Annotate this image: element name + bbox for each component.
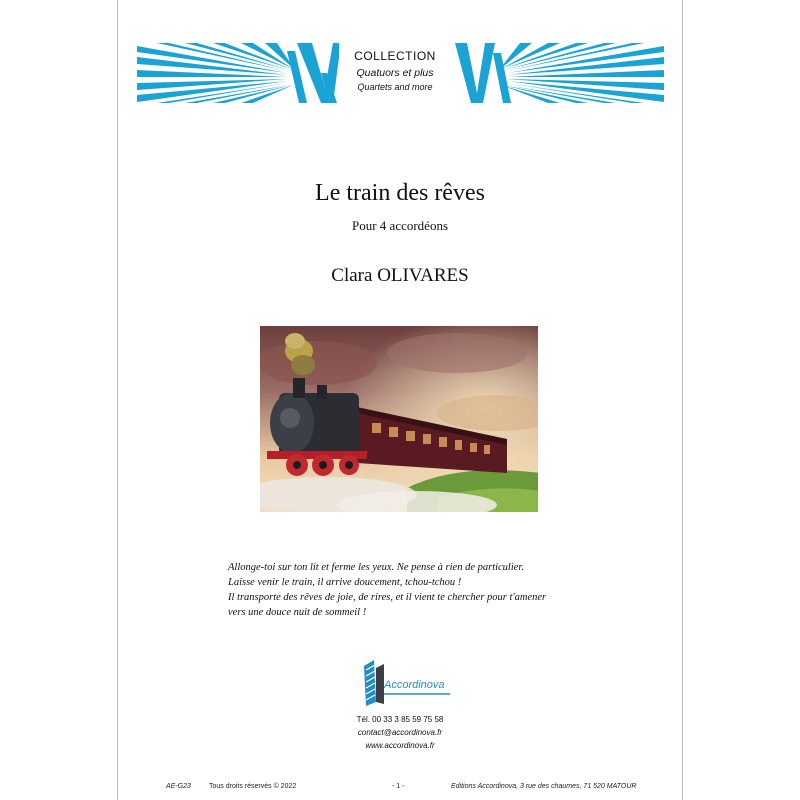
collection-label-box [339,43,451,103]
description-line: Il transporte des rêves de joie, de rires, et il vient te chercher pour t'amener [228,592,547,603]
publisher-website[interactable]: www.accordinova.fr [365,741,435,750]
accordinova-logo [358,658,458,708]
train-illustration [257,323,541,515]
description-line: Allonge-toi sur ton lit et ferme les yeux. Ne pense à rien de particulier. [228,562,524,573]
collection-subtitle-fr: Quatuors et plus [356,67,434,79]
description-line: Laisse venir le train, il arrive doucement, tchou-tchou ! [228,577,462,588]
footer-address: Editions Accordinova, 3 rue des chaumes, 71 520 MATOUR [451,783,637,790]
score-description [228,560,588,620]
collection-subtitle-en: Quartets and more [357,82,433,92]
logo-text: Accordinova [384,679,445,691]
publisher-contact [117,713,683,752]
footer-reference: AE-G23 [166,783,191,790]
publisher-email[interactable]: contact@accordinova.fr [357,728,443,737]
footer-page-number: - 1 - [392,783,405,790]
publisher-phone: Tél. 00 33 3 85 59 75 58 [356,715,444,724]
score-composer: Clara OLIVARES [331,265,469,286]
score-title: Le train des rêves [315,180,485,206]
footer-rights: Tous droits réservés © 2022 [209,783,297,790]
collection-label: COLLECTION [354,49,436,63]
description-line: vers une douce nuit de sommeil ! [228,607,367,618]
score-instrumentation: Pour 4 accordéons [351,218,449,233]
